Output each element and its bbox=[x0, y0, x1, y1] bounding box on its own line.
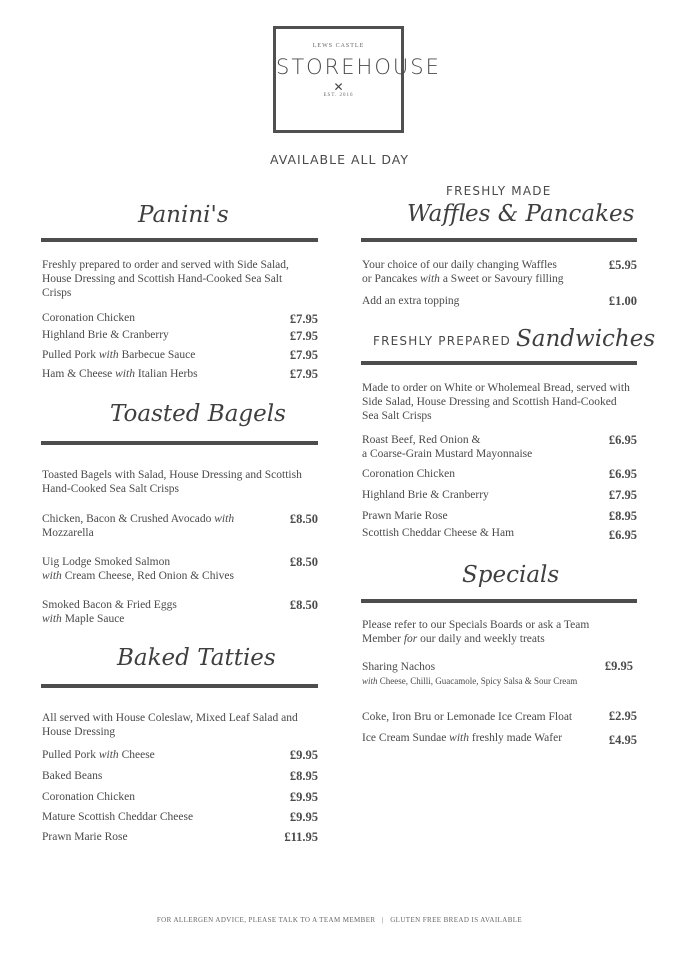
tatties-title: Baked Tatties bbox=[117, 645, 276, 671]
sandwiches-kicker: FRESHLY PREPARED bbox=[373, 334, 511, 348]
tatties-divider bbox=[41, 684, 318, 688]
paninis-title: Panini's bbox=[138, 202, 229, 228]
bagel-item: Uig Lodge Smoked Salmon with Cream Cheese, Red Onion & Chives bbox=[42, 556, 234, 582]
specials-float-price: £2.95 bbox=[608, 709, 637, 723]
panini-price: £7.95 bbox=[289, 367, 318, 381]
sandwich-item: Roast Beef, Red Onion & a Coarse-Grain Mustard Mayonnaise bbox=[362, 434, 533, 460]
footer-note: FOR ALLERGEN ADVICE, PLEASE TALK TO A TEAM MEMBER | GLUTEN FREE BREAD IS AVAILABLE bbox=[156, 916, 523, 924]
sandwich-item: Coronation Chicken bbox=[362, 468, 455, 480]
sandwich-item: Prawn Marie Rose bbox=[362, 510, 448, 522]
sandwich-price: £7.95 bbox=[608, 488, 637, 502]
sandwich-item: Scottish Cheddar Cheese & Ham bbox=[362, 527, 515, 539]
bagel-price: £8.50 bbox=[289, 598, 318, 612]
waffle-topping-price: £1.00 bbox=[608, 294, 637, 308]
sandwich-price: £6.95 bbox=[608, 433, 637, 447]
logo bbox=[273, 26, 441, 133]
sandwich-price: £8.95 bbox=[608, 509, 637, 523]
waffles-divider bbox=[361, 238, 637, 242]
availability-note: AVAILABLE ALL DAY bbox=[269, 152, 410, 167]
specials-nachos: Sharing Nachos bbox=[362, 661, 436, 673]
waffle-price: £5.95 bbox=[608, 258, 637, 272]
tattie-item: Baked Beans bbox=[42, 770, 103, 782]
sandwich-price: £6.95 bbox=[608, 467, 637, 481]
tattie-item: Prawn Marie Rose bbox=[42, 831, 128, 843]
waffle-topping-item: Add an extra topping bbox=[362, 295, 460, 307]
tattie-price: £9.95 bbox=[289, 790, 318, 804]
panini-item: Coronation Chicken bbox=[42, 312, 135, 324]
specials-nachos-price: £9.95 bbox=[604, 659, 633, 673]
tattie-item: Coronation Chicken bbox=[42, 791, 135, 803]
specials-intro: Please refer to our Specials Boards or ask a Team Member for our daily and weekly treats bbox=[362, 619, 590, 645]
panini-item: Pulled Pork with Barbecue Sauce bbox=[42, 349, 196, 361]
bagel-price: £8.50 bbox=[289, 512, 318, 526]
bagels-intro: Toasted Bagels with Salad, House Dressing and Scottish Hand-Cooked Sea Salt Crisps bbox=[42, 469, 302, 495]
bagel-item: Smoked Bacon & Fried Eggs with Maple Sauce bbox=[42, 599, 177, 625]
specials-sundae: Ice Cream Sundae with freshly made Wafer bbox=[362, 732, 563, 744]
specials-divider bbox=[361, 599, 637, 603]
paninis-divider bbox=[41, 238, 318, 242]
cutlery-icon: ✕ bbox=[333, 80, 344, 94]
tattie-price: £8.95 bbox=[289, 769, 318, 783]
paninis-intro: Freshly prepared to order and served with Side Salad, House Dressing and Scottish Hand-Cooked Sea Salt Crisps bbox=[42, 259, 289, 299]
logo-name: STOREHOUSE bbox=[276, 55, 441, 79]
tattie-item: Pulled Pork with Cheese bbox=[42, 749, 155, 761]
waffles-kicker: FRESHLY MADE bbox=[446, 184, 552, 198]
specials-sundae-price: £4.95 bbox=[608, 733, 637, 747]
specials-float: Coke, Iron Bru or Lemonade Ice Cream Float bbox=[362, 711, 573, 723]
bagel-price: £8.50 bbox=[289, 555, 318, 569]
waffles-title: Waffles & Pancakes bbox=[407, 201, 635, 227]
bagels-divider bbox=[41, 441, 318, 445]
sandwich-item: Highland Brie & Cranberry bbox=[362, 489, 489, 501]
panini-item: Highland Brie & Cranberry bbox=[42, 329, 169, 341]
tattie-item: Mature Scottish Cheddar Cheese bbox=[42, 811, 194, 823]
sandwiches-divider bbox=[361, 361, 637, 365]
bagels-title: Toasted Bagels bbox=[110, 401, 286, 427]
panini-item: Ham & Cheese with Italian Herbs bbox=[42, 368, 198, 380]
waffle-item: Your choice of our daily changing Waffles or Pancakes with a Sweet or Savoury filling bbox=[362, 259, 564, 285]
logo-subtitle: LEWS CASTLE bbox=[312, 43, 365, 49]
logo-established: EST. 2016 bbox=[323, 93, 354, 98]
tattie-price: £11.95 bbox=[284, 830, 318, 844]
panini-price: £7.95 bbox=[289, 312, 318, 326]
sandwiches-intro: Made to order on White or Wholemeal Bread, served with Side Salad, House Dressing and Scottish Hand-Cooked Sea Salt Crisps bbox=[362, 382, 630, 422]
bagel-item: Chicken, Bacon & Crushed Avocado with Mozzarella bbox=[42, 513, 235, 539]
specials-nachos-description: with Cheese, Chilli, Guacamole, Spicy Salsa & Sour Cream bbox=[362, 676, 578, 686]
panini-price: £7.95 bbox=[289, 348, 318, 362]
sandwiches-title: Sandwiches bbox=[516, 326, 656, 352]
panini-price: £7.95 bbox=[289, 329, 318, 343]
tattie-price: £9.95 bbox=[289, 748, 318, 762]
specials-title: Specials bbox=[462, 562, 560, 588]
tatties-intro: All served with House Coleslaw, Mixed Leaf Salad and House Dressing bbox=[42, 712, 298, 738]
tattie-price: £9.95 bbox=[289, 810, 318, 824]
sandwich-price: £6.95 bbox=[608, 528, 637, 542]
